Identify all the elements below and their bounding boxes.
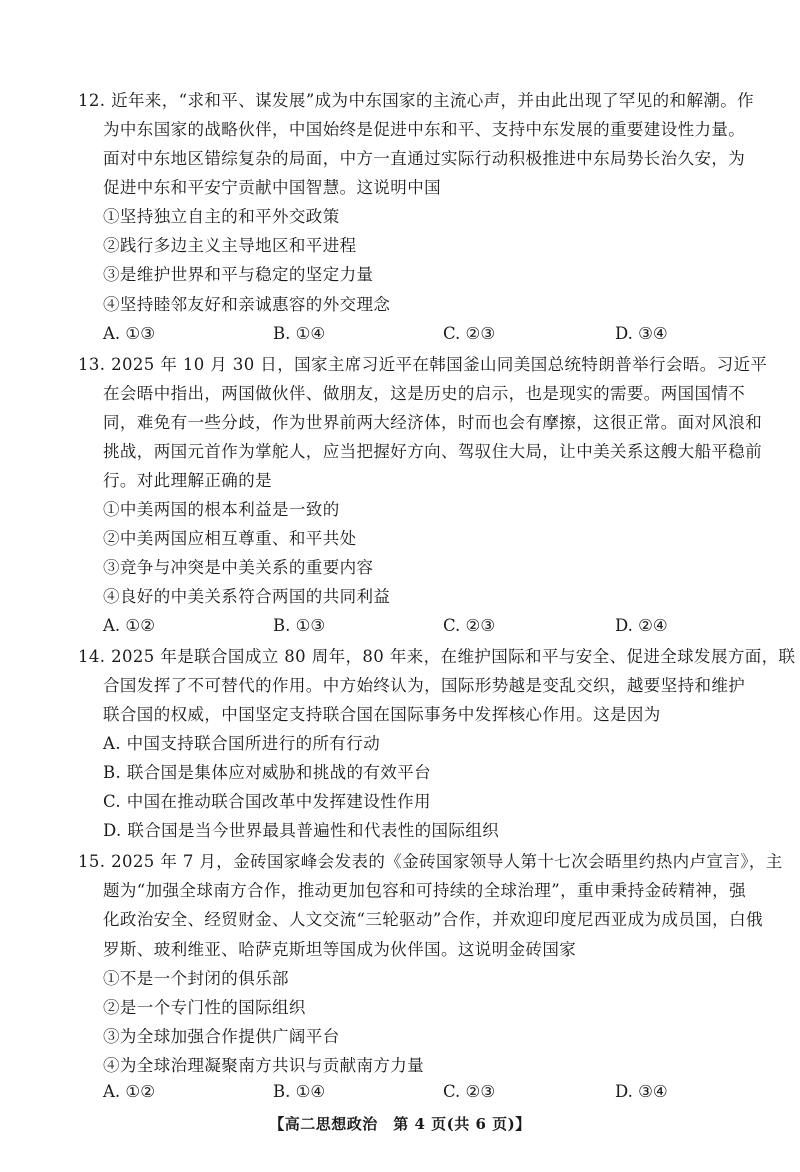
q12-options <box>103 322 703 346</box>
q13-item-3: ③竞争与冲突是中美关系的重要内容 <box>103 557 374 577</box>
q12-item-4: ④坚持睦邻友好和亲诚惠容的外交理念 <box>103 294 391 314</box>
q14-choice-d[interactable]: D. 联合国是当今世界最具普遍性和代表性的国际组织 <box>103 821 500 841</box>
q13-option-c[interactable]: C. ②③ <box>443 616 496 635</box>
q12-stem-line-2: 为中东国家的战略伙伴，中国始终是促进中东和平、支持中东发展的重要建设性力量。 <box>103 120 746 140</box>
q12-option-d[interactable]: D. ③④ <box>615 323 668 343</box>
q14-choice-a[interactable]: A. 中国支持联合国所进行的所有行动 <box>103 734 381 754</box>
q13-stem-line-1: 13. 2025 年 10 月 30 日，国家主席习近平在韩国釜山同美国总统特朗普举行会晤。习近平 <box>78 354 768 374</box>
q13-item-2: ②中美两国应相互尊重、和平共处 <box>103 528 357 548</box>
q15-stem-line-3: 化政治安全、经贸财金、人文交流“三轮驱动”合作，并欢迎印度尼西亚成为成员国，白俄 <box>103 910 763 930</box>
q15-option-c[interactable]: C. ②③ <box>443 1082 496 1101</box>
q15-option-d[interactable]: D. ③④ <box>615 1082 668 1101</box>
q13-stem-line-3: 同，难免有一些分歧，作为世界前两大经济体，时而也会有摩擦，这很正常。面对风浪和 <box>103 412 763 432</box>
q15-item-4: ④为全球治理凝聚南方共识与贡献南方力量 <box>103 1055 425 1075</box>
q15-item-1: ①不是一个封闭的俱乐部 <box>103 968 289 988</box>
q13-option-b[interactable]: B. ①③ <box>273 616 326 635</box>
q15-option-b[interactable]: B. ①④ <box>273 1082 326 1101</box>
q14-stem-line-3: 联合国的权威，中国坚定支持联合国在国际事务中发挥核心作用。这是因为 <box>103 705 661 725</box>
q13-stem-line-4: 挑战，两国元首作为掌舵人，应当把握好方向、驾驭住大局，让中美关系这艘大船平稳前 <box>103 441 763 461</box>
q12-item-3: ③是维护世界和平与稳定的坚定力量 <box>103 265 374 285</box>
q12-option-a[interactable]: A. ①③ <box>103 323 155 343</box>
q12-item-1: ①坚持独立自主的和平外交政策 <box>103 207 340 227</box>
q13-stem-line-2: 在会晤中指出，两国做伙伴、做朋友，这是历史的启示，也是现实的需要。两国国情不 <box>103 383 746 403</box>
q15-item-2: ②是一个专门性的国际组织 <box>103 997 306 1017</box>
q15-option-a[interactable]: A. ①② <box>103 1082 155 1101</box>
q13-options <box>103 614 703 638</box>
q12-stem-line-1: 12. 近年来，“求和平、谋发展”成为中东国家的主流心声，并由此出现了罕见的和解潮。作 <box>78 91 755 110</box>
q12-option-b[interactable]: B. ①④ <box>273 323 326 343</box>
q14-stem-line-1: 14. 2025 年是联合国成立 80 周年，80 年来，在维护国际和平与安全、促进全球发展方面，联 <box>78 647 796 666</box>
q15-stem-line-1: 15. 2025 年 7 月，金砖国家峰会发表的《金砖国家领导人第十七次会晤里约热内卢宣言》，主 <box>78 852 783 872</box>
q13-item-1: ①中美两国的根本利益是一致的 <box>103 499 340 519</box>
q14-choice-b[interactable]: B. 联合国是集体应对威胁和挑战的有效平台 <box>103 763 432 783</box>
q12-item-2: ②践行多边主义主导地区和平进程 <box>103 236 357 256</box>
q12-stem-line-4: 促进中东和平安宁贡献中国智慧。这说明中国 <box>103 178 441 198</box>
q15-stem-line-2: 题为“加强全球南方合作，推动更加包容和可持续的全球治理”，重申秉持金砖精神，强 <box>103 881 746 901</box>
q12-option-c[interactable]: C. ②③ <box>443 323 496 343</box>
q13-option-a[interactable]: A. ①② <box>103 616 155 635</box>
q12-stem-line-3: 面对中东地区错综复杂的局面，中方一直通过实际行动积极推进中东局势长治久安，为 <box>103 149 746 169</box>
q13-item-4: ④良好的中美关系符合两国的共同利益 <box>103 587 391 606</box>
q15-stem-line-4: 罗斯、玻利维亚、哈萨克斯坦等国成为伙伴国。这说明金砖国家 <box>103 939 577 959</box>
q13-stem-line-5: 行。对此理解正确的是 <box>103 470 272 490</box>
q15-item-3: ③为全球加强合作提供广阔平台 <box>103 1026 340 1046</box>
q15-options <box>103 1080 703 1104</box>
q14-stem-line-2: 合国发挥了不可替代的作用。中方始终认为，国际形势越是变乱交织，越要坚持和维护 <box>103 676 746 695</box>
q13-option-d[interactable]: D. ②④ <box>615 616 668 635</box>
q14-choice-c[interactable]: C. 中国在推动联合国改革中发挥建设性作用 <box>103 792 431 812</box>
page-footer: 【高二思想政治 第 4 页(共 6 页)】 <box>269 1115 531 1133</box>
